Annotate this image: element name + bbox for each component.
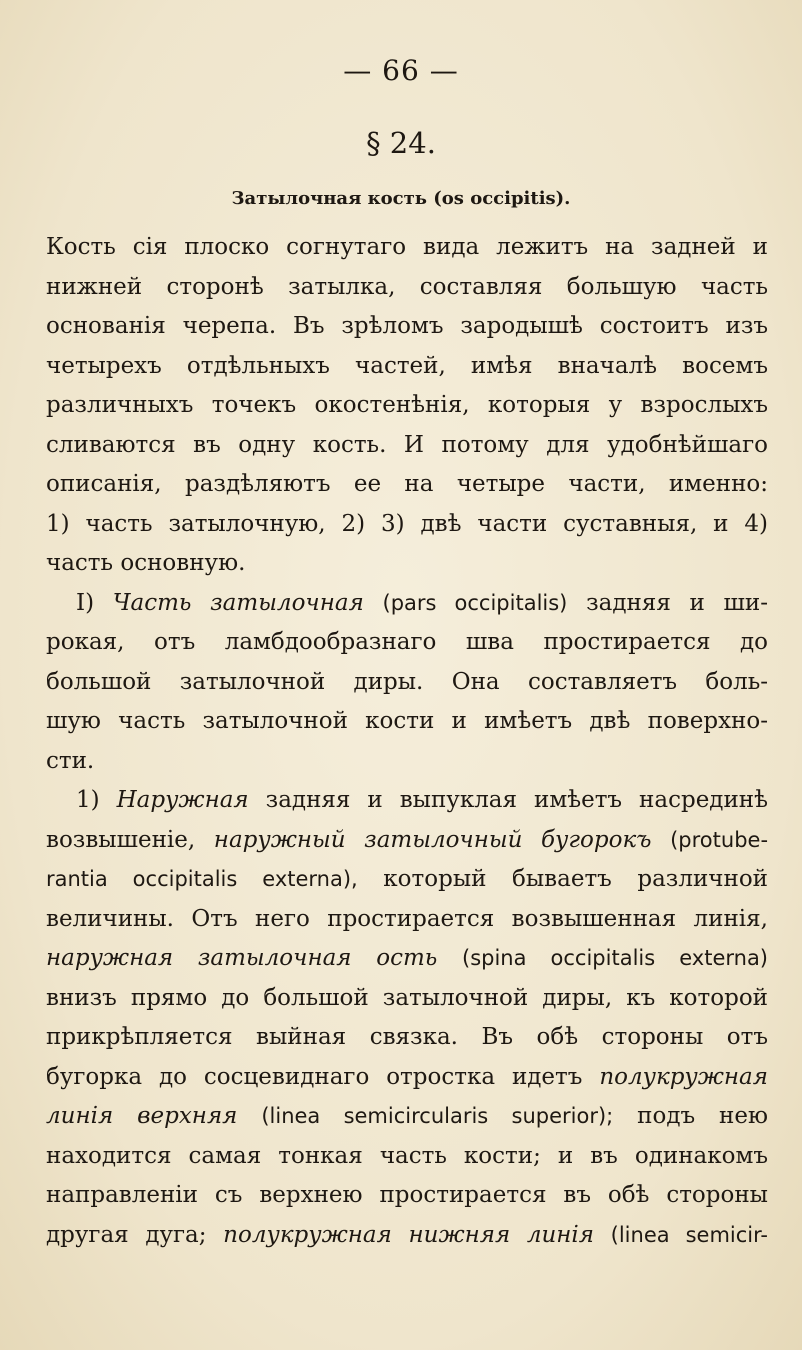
latin-term: (linea semicircularis superior); bbox=[261, 1104, 614, 1128]
text-line bbox=[46, 1216, 768, 1256]
text-line bbox=[46, 1058, 768, 1098]
latin-term: (linea semicir- bbox=[610, 1222, 769, 1247]
text-line: сти. bbox=[46, 747, 95, 774]
latin-term: (protube- bbox=[670, 827, 769, 852]
list-number: 1) bbox=[76, 787, 117, 813]
text-line: четырехъ отдѣльныхъ частей, имѣя вначалѣ восемъ bbox=[46, 352, 768, 379]
text-line bbox=[46, 860, 768, 900]
latin-term: (pars occipitalis) bbox=[382, 590, 568, 615]
text-line bbox=[46, 584, 768, 624]
text-line bbox=[46, 821, 768, 861]
text-line: нижней сторонѣ затылка, составляя большую часть bbox=[46, 273, 768, 300]
text-line: основанія черепа. Въ зрѣломъ зародышѣ состоитъ изъ bbox=[46, 313, 768, 339]
term-italic: линія верхняя bbox=[46, 1103, 238, 1129]
term-italic: Часть затылочная bbox=[112, 589, 364, 616]
section-heading: Затылочная кость (os occipitis). bbox=[231, 188, 571, 209]
latin-term: rantia occipitalis externa), bbox=[46, 867, 358, 891]
term-italic: полукружная bbox=[599, 1063, 768, 1090]
text-line: сливаются въ одну кость. И потому для удобнѣйшаго bbox=[46, 431, 768, 458]
text-line: Кость сія плоско согнутаго вида лежитъ на задней и bbox=[46, 234, 768, 260]
text-line: различныхъ точекъ окостенѣнія, которыя у взрослыхъ bbox=[46, 392, 768, 418]
text-fragment: возвышеніе, bbox=[46, 826, 196, 853]
text-fragment: который бываетъ различной bbox=[383, 866, 768, 892]
text-line: внизъ прямо до большой затылочной диры, къ которой bbox=[46, 984, 768, 1011]
text-line: 1) часть затылочную, 2) 3) двѣ части суставныя, и 4) bbox=[46, 510, 768, 537]
body-text bbox=[46, 228, 768, 1255]
text-line: находится самая тонкая часть кости; и въ одинакомъ bbox=[46, 1142, 768, 1169]
text-line bbox=[46, 939, 768, 979]
section-number: § 24. bbox=[366, 126, 436, 160]
term-italic: наружный затылочный бугорокъ bbox=[213, 826, 652, 853]
text-line: большой затылочной диры. Она составляетъ боль- bbox=[46, 668, 768, 695]
text-fragment: подъ нею bbox=[637, 1103, 769, 1129]
term-italic: полукружная нижняя линія bbox=[223, 1221, 595, 1248]
text-line: шую часть затылочной кости и имѣетъ двѣ поверхно- bbox=[46, 708, 768, 734]
text-fragment: бугорка до сосцевиднаго отростка идетъ bbox=[46, 1063, 583, 1090]
text-line: прикрѣпляется выйная связка. Въ обѣ стороны отъ bbox=[46, 1024, 768, 1050]
term-italic: Наружная bbox=[116, 787, 249, 813]
text-fragment: задняя и выпуклая имѣетъ насрединѣ bbox=[265, 787, 768, 813]
text-line: описанія, раздѣляютъ ее на четыре части, именно: bbox=[46, 471, 768, 497]
text-line: направленіи съ верхнею простирается въ обѣ стороны bbox=[46, 1182, 768, 1208]
text-fragment: другая дуга; bbox=[46, 1221, 207, 1248]
text-line bbox=[46, 1097, 768, 1137]
page-number: — 66 — bbox=[343, 54, 459, 87]
latin-term: (spina occipitalis externa) bbox=[462, 946, 769, 970]
term-italic: наружная затылочная ость bbox=[46, 945, 438, 971]
roman-numeral: I) bbox=[76, 589, 113, 616]
text-line: величины. Отъ него простирается возвышенная линія, bbox=[46, 905, 768, 932]
text-line: рокая, отъ ламбдообразнаго шва простирается до bbox=[46, 629, 768, 655]
text-line: часть основную. bbox=[46, 550, 246, 576]
text-fragment: задняя и ши- bbox=[586, 589, 769, 616]
text-line bbox=[46, 781, 768, 821]
